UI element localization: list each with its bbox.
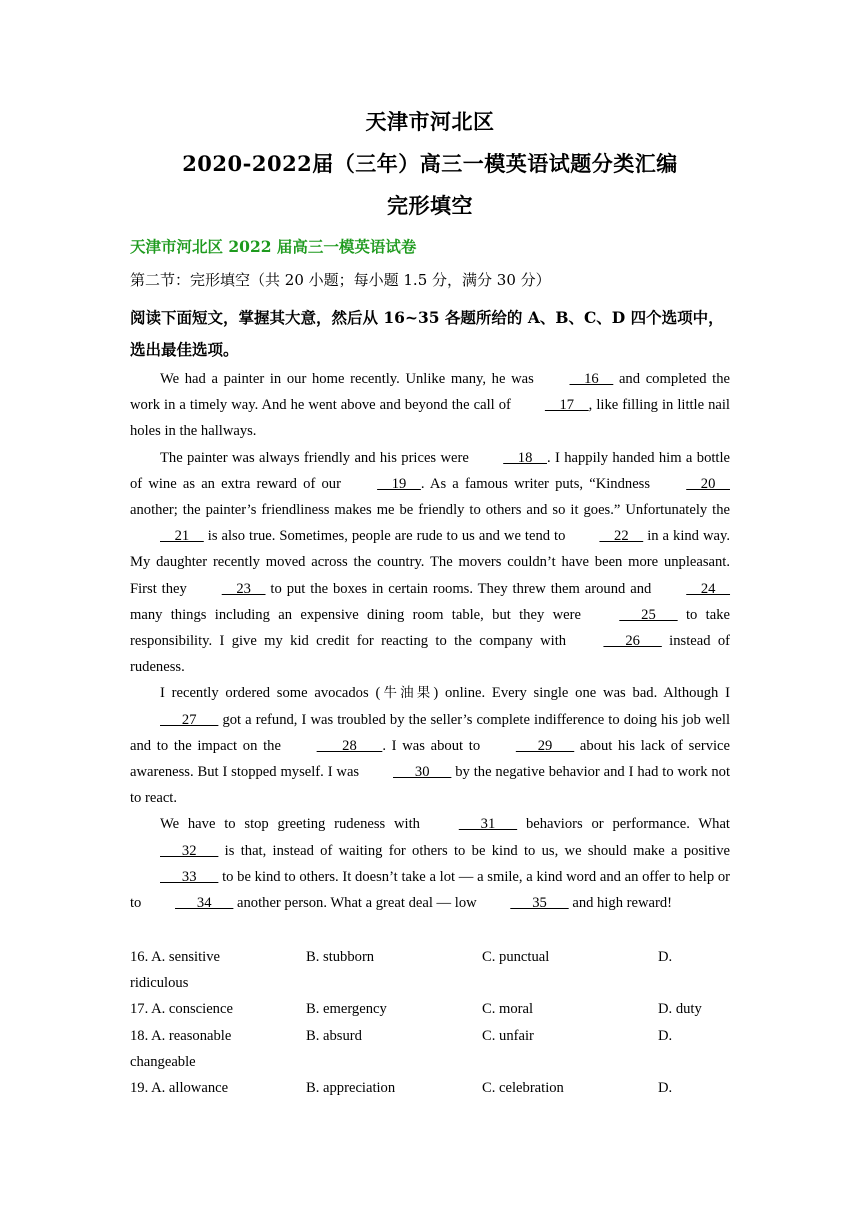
source-exam-title: 天津市河北区 2022 届高三一模英语试卷: [130, 237, 417, 256]
paragraph-3: [130, 680, 730, 811]
option-d: D.: [658, 1027, 673, 1044]
text: to take responsibility. I give my kid credit for reacting to the company with: [130, 606, 730, 650]
blank-23: 23: [221, 580, 266, 597]
blank-32: 32: [160, 842, 219, 859]
text: to be kind to others. It doesn’t take a lot — a smile, a kind word and an offer to help or to: [130, 868, 730, 912]
paragraph-2: [130, 445, 730, 681]
text: by the negative behavior and I had to work not to react.: [130, 764, 731, 807]
blank-22: 22: [599, 528, 644, 545]
blank-34: 34: [175, 895, 234, 912]
text: instead of rudeness.: [130, 633, 730, 676]
paragraph-1: [130, 366, 730, 445]
option-d: D.: [658, 949, 673, 965]
text: . I happily handed him a bottle of wine as an extra reward of our: [130, 449, 731, 492]
text: , like filling in little nail holes in the hallways.: [130, 397, 730, 440]
blank-21: 21: [160, 528, 204, 545]
option-c: C. moral: [482, 1001, 534, 1018]
text: to put the boxes in certain rooms. They threw them around and: [265, 580, 657, 597]
blank-33: 33: [160, 868, 219, 885]
blank-28: 28: [316, 737, 383, 754]
instructions: 阅读下面短文，掌握其大意，然后从 16~35 各题所给的 A、B、C、D 四个选项中，选出最佳选项。: [130, 308, 724, 359]
text: is that, instead of waiting for others to be kind to us, we should make a positive: [218, 842, 730, 859]
text: behaviors or performance. What: [517, 816, 730, 833]
text: many things including an expensive dining room table, but they were: [130, 606, 590, 623]
option-row-16: [130, 944, 730, 996]
blank-20: 20: [686, 475, 730, 492]
blank-18: 18: [503, 449, 547, 466]
option-c: C. celebration: [482, 1079, 564, 1096]
blank-31: 31: [458, 816, 518, 833]
option-b: B. appreciation: [306, 1079, 396, 1096]
topic-title: 完形填空: [387, 193, 473, 218]
option-row-19: [130, 1075, 730, 1101]
option-d-continued: ridiculous: [130, 975, 189, 992]
option-b: B. emergency: [306, 1001, 387, 1018]
blank-16: 16: [569, 371, 614, 387]
blank-24: 24: [686, 580, 731, 597]
text: We have to stop greeting rudeness with: [160, 816, 429, 833]
text: . I was about to: [382, 737, 486, 754]
text: and completed the work in a timely way. And he went above and beyond the call of: [130, 371, 730, 414]
blank-17: 17: [544, 397, 589, 414]
option-a: 19. A. allowance: [130, 1079, 229, 1096]
text: got a refund, I was troubled by the seller’s complete indifference to doing his job well and to the impact on the: [130, 711, 730, 754]
cloze-passage: [130, 366, 730, 916]
option-a: 18. A. reasonable: [130, 1027, 232, 1044]
text: is also true. Sometimes, people are rude to us and we tend to: [203, 528, 570, 545]
text: The painter was always friendly and his prices were: [160, 449, 474, 466]
text: We had a painter in our home recently. Unlike many, he was: [160, 371, 540, 387]
text: in a kind way. My daughter recently moved across the country. The movers couldn’t have been more unpleasant. First they: [130, 528, 730, 597]
chinese-gloss: 牛油果: [380, 685, 434, 702]
text: . As a famous writer puts, “Kindness: [420, 475, 657, 492]
option-row-18: [130, 1023, 730, 1075]
option-row-17: [130, 996, 730, 1022]
blank-26: 26: [603, 633, 662, 650]
option-d: D.: [658, 1079, 673, 1096]
paragraph-4: [130, 811, 730, 916]
option-d-continued: changeable: [130, 1053, 196, 1070]
option-c: C. punctual: [482, 949, 550, 965]
options-list: [130, 944, 730, 1101]
region-title: 天津市河北区: [365, 109, 495, 134]
blank-30: 30: [393, 764, 452, 781]
text: ) online. Every single one was bad. Although I: [433, 685, 730, 702]
blank-25: 25: [619, 606, 678, 623]
blank-27: 27: [160, 711, 219, 728]
option-b: B. stubborn: [306, 949, 375, 965]
option-d: D. duty: [658, 1001, 702, 1018]
option-a: 16. A. sensitive: [130, 949, 220, 965]
option-b: B. absurd: [306, 1027, 362, 1044]
part-heading: 第二节：完形填空（共 20 小题；每小题 1.5 分，满分 30 分）: [130, 271, 551, 289]
blank-29: 29: [515, 737, 575, 754]
option-a: 17. A. conscience: [130, 1001, 233, 1018]
blank-19: 19: [377, 475, 421, 492]
text: another person. What a great deal — low: [233, 895, 481, 912]
text: another; the painter’s friendliness makes me be friendly to others and so it goes.” Unfortunately the: [130, 502, 730, 519]
text: I recently ordered some avocados (: [160, 685, 381, 702]
option-c: C. unfair: [482, 1027, 534, 1044]
collection-title: 2020-2022届（三年）高三一模英语试题分类汇编: [182, 151, 678, 176]
blank-35: 35: [510, 895, 569, 912]
text: and high reward!: [568, 895, 673, 912]
text: about his lack of service awareness. But I stopped myself. I was: [130, 737, 730, 781]
